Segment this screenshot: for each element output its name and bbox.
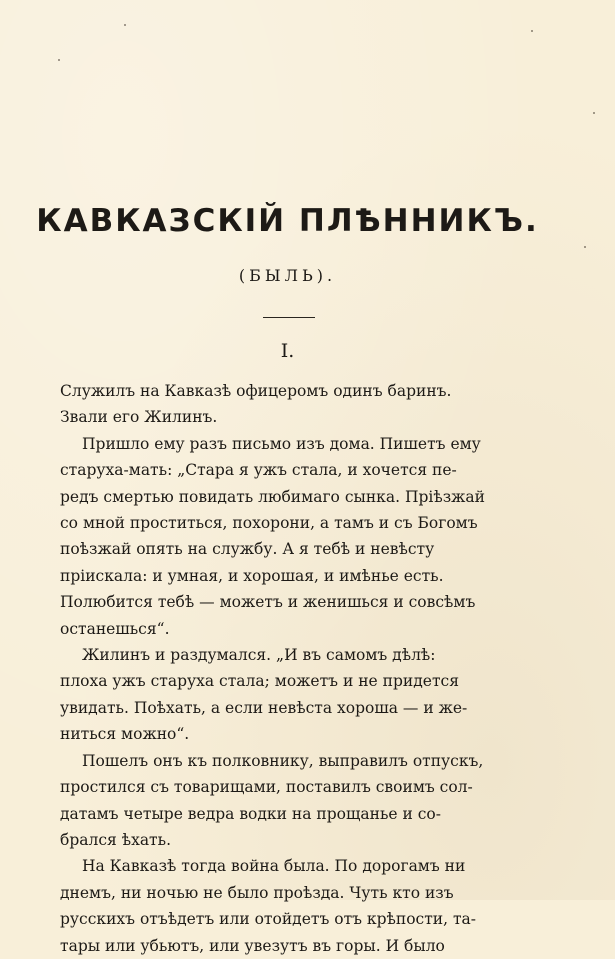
text-line: Жилинъ и раздумался. „И въ самомъ дѣлѣ: (82, 646, 436, 665)
text-line: Полюбится тебѣ — можетъ и женишься и совсѣмъ (60, 593, 476, 612)
text-line: брался ѣхать. (60, 830, 171, 849)
text-line: Служилъ на Кавказѣ офицеромъ одинъ баринъ. (60, 382, 452, 400)
chapter-number: I. (280, 340, 295, 362)
text-line: редъ смертью повидать любимаго сынка. Пріѣзжай (60, 487, 485, 506)
text-line: днемъ, ни ночью не было проѣзда. Чуть кто изъ (60, 883, 454, 902)
text-line: останешься“. (60, 619, 170, 638)
text-line: На Кавказѣ тогда война была. По дорогамъ ни (82, 857, 466, 876)
text-line: Звали его Жилинъ. (60, 408, 218, 427)
text-line: поѣзжай опять на службу. А я тебѣ и невѣсту (60, 540, 435, 559)
paper-speck (531, 30, 533, 32)
body-text (60, 378, 538, 959)
text-line: старуха-мать: „Стара я ужъ стала, и хочется пе- (60, 461, 457, 480)
paper-speck (584, 246, 586, 248)
text-line: Пошелъ онъ къ полковнику, выправилъ отпускъ, (82, 751, 484, 770)
story-subtitle: (БЫЛЬ). (238, 266, 337, 285)
paper-speck (124, 24, 126, 26)
text-line: плоха ужъ старуха стала; можетъ и не придется (60, 672, 459, 691)
text-line: Пришло ему разъ письмо изъ дома. Пишетъ ему (82, 434, 481, 453)
text-line: датамъ четыре ведра водки на прощанье и со- (60, 804, 441, 823)
text-line: русскихъ отъѣдетъ или отойдетъ отъ крѣпости, та- (60, 910, 477, 929)
text-line: со мной проститься, похорони, а тамъ и съ Богомъ (60, 514, 478, 533)
paper-speck (593, 112, 595, 114)
text-line: пріискала: и умная, и хорошая, и имѣнье есть. (60, 566, 444, 585)
paper-speck (58, 59, 60, 61)
text-line: простился съ товарищами, поставилъ своимъ сол- (60, 778, 473, 797)
text-line: ниться можно“. (60, 725, 190, 744)
text-line: тары или убьютъ, или увезутъ въ горы. И было (60, 936, 445, 955)
text-line: увидать. Поѣхать, а если невѣста хороша — и же- (60, 698, 468, 717)
title-divider (263, 317, 315, 318)
story-title: КАВКАЗСКІЙ ПЛѢННИКЪ. (36, 203, 539, 239)
